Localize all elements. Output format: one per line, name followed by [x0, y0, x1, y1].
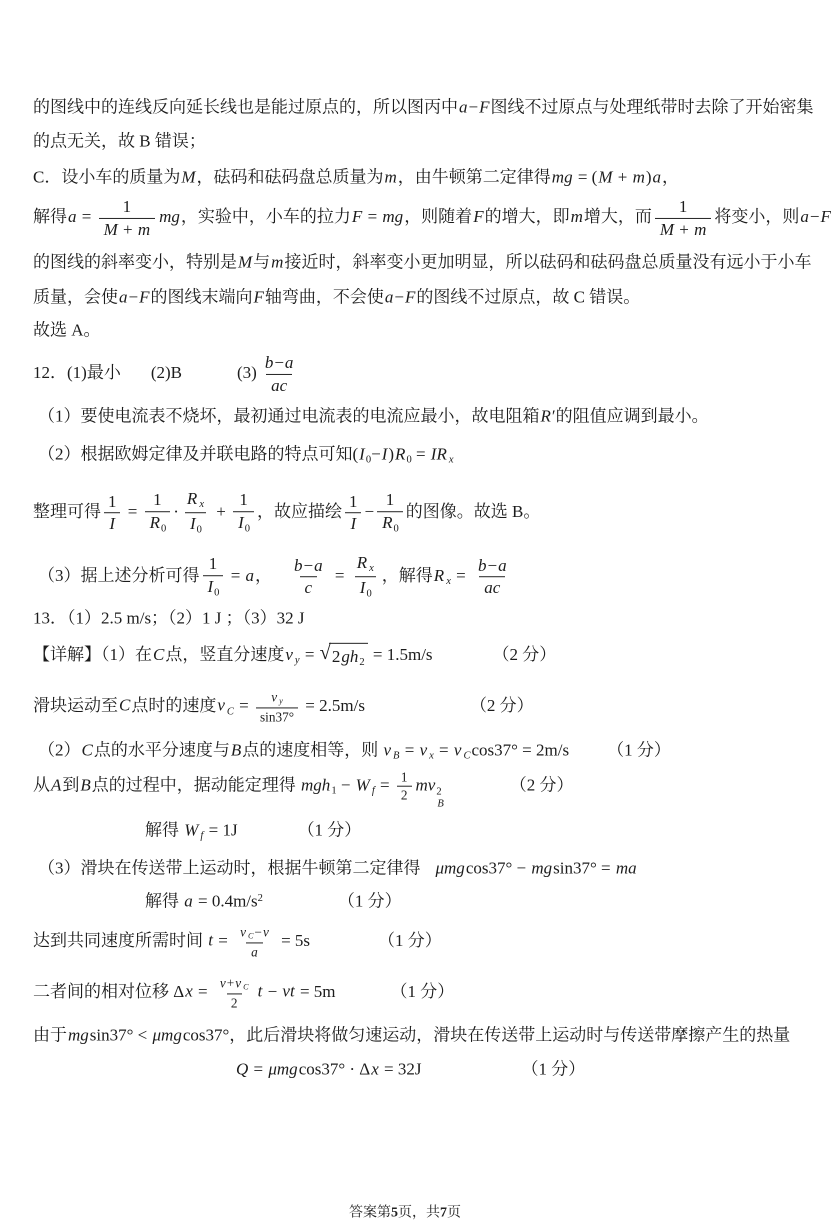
text: 点时的速度: [131, 695, 217, 715]
text: −: [274, 352, 284, 372]
text-line-18: [145, 819, 361, 842]
text: （3）滑块在传送带上运动时，根据牛顿第二定律得: [38, 858, 421, 878]
text-line-13: [33, 607, 305, 628]
spacer: [121, 377, 151, 378]
text: +: [226, 975, 235, 991]
math-variable: v: [235, 975, 242, 991]
spacer: [365, 710, 470, 711]
subscript: 0: [196, 524, 202, 536]
text: 整理可得: [33, 501, 101, 521]
math-variable: R: [395, 444, 406, 464]
text-line-12: [38, 553, 515, 601]
text: 由于: [33, 1025, 67, 1045]
text: sin37° =: [553, 858, 615, 878]
text: = 32J: [379, 1059, 422, 1079]
math-variable: R: [186, 489, 198, 509]
text: −: [254, 924, 262, 940]
text: 1: [153, 490, 162, 510]
math-variable: m: [137, 219, 151, 239]
text-line-11: [33, 489, 540, 537]
fraction: [104, 492, 121, 534]
text: = 1.5m/s: [368, 644, 433, 664]
fraction: [256, 689, 298, 724]
text: ，: [255, 565, 273, 585]
text: +: [212, 501, 231, 521]
text: =: [226, 565, 245, 585]
text: 的图线中的连线反向延长线也是能过原点的，所以图丙中: [33, 97, 458, 117]
math-variable: M: [103, 219, 118, 239]
subscript: C: [463, 750, 471, 762]
math-variable: v: [262, 924, 269, 940]
text: −: [263, 981, 282, 1001]
math-variable: F: [820, 206, 831, 226]
bold-text: 5: [391, 1205, 398, 1221]
text-line-22: [33, 975, 454, 1010]
text: （3）据上述分析可得: [38, 565, 200, 585]
spacer: [569, 754, 607, 755]
text: （1 分）: [378, 930, 442, 950]
text: (2)B: [150, 362, 182, 382]
fraction: [235, 924, 274, 959]
subscript: f: [200, 830, 204, 842]
text: −: [487, 555, 498, 575]
text: sin37° <: [89, 1025, 152, 1045]
text: 页，共: [398, 1205, 440, 1221]
math-variable: gh: [341, 646, 359, 666]
math-variable: B: [230, 740, 242, 760]
math-variable: R: [356, 553, 368, 573]
fraction: [289, 556, 328, 598]
math-variable: R: [540, 406, 551, 426]
math-variable: I: [109, 514, 116, 534]
subscript: C: [247, 931, 254, 941]
subscript: 0: [393, 523, 399, 535]
math-variable: a: [184, 891, 193, 911]
math-variable: a: [251, 944, 258, 960]
math-variable: v: [383, 740, 392, 760]
text: 1: [108, 491, 117, 511]
math-variable: b: [294, 555, 303, 575]
text: （1 分）: [390, 981, 455, 1001]
math-variable: M: [181, 167, 196, 187]
text: =: [375, 775, 394, 795]
text: 与: [253, 252, 271, 272]
text: （2）: [38, 740, 81, 760]
subscript: C: [243, 982, 249, 992]
text: =: [411, 444, 430, 464]
text: =: [400, 740, 419, 760]
text: 的图线不过原点，故 C 错误。: [416, 287, 641, 307]
text: 2: [331, 646, 341, 666]
spacer: [422, 1073, 522, 1074]
text: 点的过程中，据动能定理得: [91, 775, 301, 795]
text-line-9: [38, 405, 709, 426]
math-variable: m: [632, 167, 645, 187]
math-variable: I: [207, 577, 214, 597]
fraction: [182, 489, 209, 537]
text: 将变小，则: [714, 206, 800, 226]
text: 1: [349, 491, 358, 511]
subscript: C: [226, 706, 234, 718]
math-variable: v: [285, 644, 293, 664]
text: 的增大，即: [484, 206, 570, 226]
text: 1: [678, 196, 688, 216]
math-variable: R: [382, 513, 393, 533]
text: =: [77, 206, 96, 226]
text: （1）要使电流表不烧坏，最初通过电流表的电流应最小，故电阻箱: [38, 406, 540, 426]
text: cos37°，此后滑块将做匀速运动，滑块在传送带上运动时与传送带摩擦产生的热量: [182, 1025, 791, 1045]
text: 从: [33, 775, 50, 795]
math-variable: B: [80, 775, 91, 795]
text: （2 分）: [469, 695, 534, 715]
subscript: 0: [160, 523, 167, 535]
math-variable: a: [459, 97, 468, 117]
spacer: [310, 945, 378, 946]
math-variable: a: [284, 352, 294, 372]
text: ，解得: [381, 565, 433, 585]
text: 页: [447, 1205, 461, 1221]
sub-superscript: 2 B: [436, 787, 444, 810]
text: +: [118, 219, 137, 239]
math-variable: t: [257, 981, 263, 1001]
subscript: 0: [244, 523, 251, 535]
math-variable: a: [800, 206, 809, 226]
math-variable: b: [264, 352, 274, 372]
math-variable: m: [694, 219, 707, 239]
text-line-16: [38, 739, 671, 762]
math-variable: v: [219, 975, 226, 991]
math-variable: F: [479, 97, 490, 117]
fraction: [473, 556, 512, 598]
math-variable: μmg: [268, 1059, 298, 1079]
text-line-19: [38, 857, 638, 878]
text: （2）根据欧姆定律及并联电路的特点可知(: [38, 444, 359, 464]
text: = 2.5m/s: [301, 695, 365, 715]
math-variable: C: [119, 695, 131, 715]
math-variable: R: [149, 513, 160, 533]
text: =: [363, 206, 382, 226]
text: 1: [385, 490, 395, 510]
math-variable: a: [119, 287, 128, 307]
text: −: [336, 775, 355, 795]
math-variable: C: [81, 740, 93, 760]
text: （1 分）: [521, 1059, 586, 1079]
math-variable: c: [304, 578, 313, 598]
text: −: [394, 287, 404, 307]
text: = (: [573, 167, 598, 187]
spacer: [336, 996, 391, 997]
text: ，故应描绘: [257, 501, 343, 521]
text: =: [213, 930, 233, 950]
text-line-10: [38, 443, 455, 466]
text: ′的阻值应调到最小。: [551, 406, 709, 426]
text: ): [388, 444, 395, 464]
subscript: 0: [214, 587, 220, 599]
math-variable: M: [238, 252, 253, 272]
text: 2: [400, 787, 408, 803]
text: ): [645, 167, 652, 187]
spacer: [421, 872, 435, 873]
text: 到: [62, 775, 80, 795]
math-variable: F: [253, 287, 264, 307]
text: =: [193, 981, 212, 1001]
subscript: x: [429, 750, 434, 762]
text: 【详解】（1）在: [33, 644, 152, 664]
text: （2 分）: [509, 775, 574, 795]
fraction: [99, 197, 156, 239]
text: cos37° · Δ: [298, 1059, 371, 1079]
subscript: x: [448, 454, 454, 466]
text: （2 分）: [492, 644, 557, 664]
text: 解得: [145, 891, 184, 911]
math-variable: mg: [382, 206, 404, 226]
math-variable: mg: [551, 167, 573, 187]
text: −: [809, 206, 820, 226]
text: 解得: [145, 820, 184, 840]
spacer: [263, 905, 338, 906]
text: cos37° −: [465, 858, 531, 878]
text: 轴弯曲，不会使: [264, 287, 384, 307]
text: C．设小车的质量为: [33, 167, 181, 187]
math-variable: ac: [484, 578, 501, 598]
text: −: [468, 97, 479, 117]
math-variable: ma: [615, 858, 637, 878]
math-variable: v: [240, 924, 246, 940]
spacer: [182, 377, 237, 378]
text: = 0.4m/s: [193, 891, 258, 911]
fraction: [352, 553, 379, 601]
math-variable: Q: [236, 1059, 249, 1079]
math-variable: F: [404, 287, 416, 307]
math-variable: M: [659, 219, 675, 239]
bold-text: 7: [440, 1205, 447, 1221]
text: ，则随着: [404, 206, 473, 226]
subscript: y: [279, 696, 283, 706]
text: 达到共同速度所需时间: [33, 930, 208, 950]
text: 1: [239, 490, 248, 510]
math-variable: vt: [282, 981, 295, 1001]
text-line-6: [33, 286, 640, 307]
text: 1: [122, 196, 132, 216]
text: 图线不过原点与处理纸带时去除了开始密集: [490, 97, 814, 117]
text: +: [613, 167, 632, 187]
text: 的图像。故选 B。: [405, 501, 541, 521]
text: 1: [208, 554, 218, 574]
fraction: [377, 491, 403, 536]
text: 答案第: [349, 1205, 391, 1221]
text: 滑块运动至: [33, 695, 118, 715]
text: （1 分）: [337, 891, 402, 911]
math-variable: W: [184, 820, 199, 840]
text: sin37°: [260, 709, 295, 725]
math-variable: μmg: [435, 858, 465, 878]
text: 的图线末端向: [150, 287, 253, 307]
text: +: [675, 219, 694, 239]
math-variable: x: [185, 981, 193, 1001]
math-variable: a: [68, 206, 77, 226]
text: =: [330, 565, 349, 585]
math-variable: v: [217, 695, 225, 715]
text: （1 分）: [607, 740, 671, 760]
text: −: [371, 444, 381, 464]
math-variable: v: [271, 689, 278, 705]
text-line-17: [33, 770, 574, 811]
math-variable: M: [598, 167, 613, 187]
subscript: 0: [365, 454, 372, 466]
text: =: [451, 565, 470, 585]
text-line-23: [33, 1024, 790, 1045]
math-variable: IR: [430, 444, 447, 464]
text: 的点无关，故 B 错误；: [33, 131, 206, 151]
math-variable: a: [245, 565, 255, 585]
math-variable: I: [350, 514, 357, 534]
subscript: f: [371, 785, 375, 797]
text-line-1: [33, 96, 813, 117]
spacer: [433, 659, 493, 660]
subscript: 1: [331, 785, 337, 797]
text: 点，竖直分速度: [165, 644, 285, 664]
math-variable: mg: [159, 206, 180, 226]
text-line-7: [33, 319, 101, 340]
square-root: √ 2gh2: [320, 643, 368, 669]
math-variable: μmg: [152, 1025, 182, 1045]
text: 接近时，斜率变小更加明显，所以砝码和砝码盘总质量没有远小于小车: [284, 252, 812, 272]
text: =: [434, 740, 453, 760]
math-variable: v: [453, 740, 462, 760]
subscript: B: [393, 750, 400, 762]
text-line-24: [235, 1058, 585, 1079]
text-line-14: [33, 643, 556, 669]
text: =: [300, 644, 319, 664]
math-variable: m: [570, 206, 583, 226]
text: 13．（1）2.5 m/s；（2）1 J ；（3）32 J: [33, 608, 305, 628]
math-variable: a: [314, 555, 323, 575]
math-variable: W: [355, 775, 370, 795]
text: 点的水平分速度与: [93, 740, 230, 760]
math-variable: F: [351, 206, 363, 226]
fraction: [233, 491, 254, 536]
fraction: [260, 353, 299, 395]
fraction: [345, 492, 362, 534]
math-variable: A: [51, 775, 62, 795]
math-variable: ac: [271, 375, 288, 395]
subscript: 0: [366, 588, 372, 600]
text: 的图线的斜率变小，特别是: [33, 252, 237, 272]
text: 二者间的相对位移 Δ: [33, 981, 185, 1001]
math-variable: mg: [68, 1025, 89, 1045]
text: 质量，会使: [33, 287, 118, 307]
text: −: [128, 287, 139, 307]
math-variable: m: [271, 252, 284, 272]
text: ，: [662, 167, 680, 187]
math-variable: v: [419, 740, 428, 760]
text: = 1J: [204, 820, 238, 840]
text: = 5s: [276, 930, 311, 950]
math-variable: F: [139, 287, 150, 307]
subscript: 2: [359, 656, 365, 668]
math-variable: m: [384, 167, 397, 187]
text: =: [234, 695, 254, 715]
text: = 5m: [295, 981, 336, 1001]
text-line-21: [33, 924, 442, 959]
math-variable: mg: [531, 858, 553, 878]
text-line-20: [145, 890, 402, 911]
text-line-8: [33, 353, 301, 395]
subscript: x: [369, 563, 374, 575]
text: −: [364, 501, 375, 521]
subscript: x: [446, 576, 451, 588]
math-variable: mv: [415, 775, 436, 795]
math-variable: a: [498, 555, 507, 575]
fraction: [145, 491, 171, 536]
text-line-3: [33, 166, 679, 187]
math-variable: I: [238, 513, 244, 533]
text: (3): [237, 362, 257, 382]
text: 12．(1)最小: [33, 362, 121, 382]
text: −: [303, 555, 314, 575]
math-variable: C: [153, 644, 165, 664]
text: ，砝码和砝码盘总质量为: [196, 167, 384, 187]
math-variable: mgh: [301, 775, 331, 795]
fraction: [655, 197, 712, 239]
text: =: [123, 501, 142, 521]
text: ·: [173, 501, 179, 521]
spacer: [445, 789, 510, 790]
text: ，由牛顿第二定律得: [397, 167, 551, 187]
text: ，实验中，小车的拉力: [180, 206, 351, 226]
text: cos37° = 2m/s: [471, 740, 570, 760]
math-variable: I: [189, 514, 196, 534]
text: 解得: [33, 206, 67, 226]
math-variable: a: [652, 167, 662, 187]
superscript: 2: [257, 893, 263, 905]
text: （1 分）: [297, 820, 362, 840]
math-variable: R: [433, 565, 445, 585]
text: 2: [230, 995, 238, 1011]
text-line-4: [33, 197, 832, 239]
text: =: [249, 1059, 268, 1079]
subscript: x: [199, 499, 204, 511]
fraction: [215, 975, 254, 1010]
math-variable: x: [371, 1059, 379, 1079]
subscript: 0: [406, 454, 412, 466]
math-variable: I: [359, 578, 366, 598]
spacer: [238, 834, 298, 835]
math-variable: b: [477, 555, 487, 575]
text: 点的速度相等，则: [242, 740, 383, 760]
spacer: [272, 580, 286, 581]
page-number: [349, 1204, 461, 1222]
fraction: [203, 555, 224, 600]
math-variable: a: [384, 287, 394, 307]
text-line-2: [33, 130, 206, 151]
math-variable: t: [208, 930, 213, 950]
math-variable: I: [381, 444, 388, 464]
text: 故选 A。: [33, 320, 101, 340]
text: 1: [400, 769, 408, 785]
subscript: y: [294, 655, 300, 667]
fraction: [397, 770, 412, 804]
text: 增大，而: [583, 206, 652, 226]
math-variable: F: [473, 206, 484, 226]
math-variable: I: [359, 444, 365, 464]
text-line-5: [33, 251, 811, 272]
text-line-15: [33, 689, 534, 724]
